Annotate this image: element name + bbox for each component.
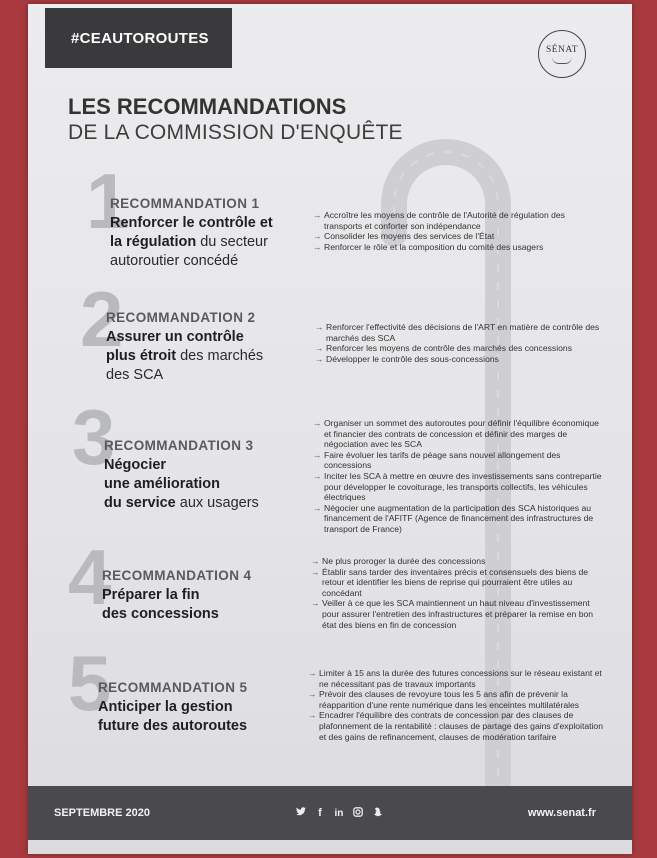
bullet-item: → Faire évoluer les tarifs de péage sans nouvel allongement des concessions: [313, 450, 608, 471]
bullet-item: → Accroître les moyens de contrôle de l'Autorité de régulation des transports et conforter son indépendance: [313, 210, 603, 231]
recommendation-title-line: [106, 366, 311, 385]
recommendation-bullets: [311, 556, 607, 630]
recommendation-label: RECOMMANDATION 5: [98, 680, 248, 695]
footer-date: SEPTEMBRE 2020: [54, 807, 150, 819]
recommendation-title-line: [104, 456, 309, 475]
linkedin-icon[interactable]: in: [334, 807, 344, 819]
recommendation-bullets: [313, 418, 608, 535]
recommendation-title-line: [110, 233, 315, 252]
recommendation-title: [102, 586, 307, 624]
social-icons: [296, 807, 382, 820]
bullet-item: → Renforcer les moyens de contrôle des marchés des concessions: [315, 343, 600, 354]
title-bold-segment: la régulation: [110, 234, 197, 250]
title-bold-segment: plus étroit: [106, 348, 177, 364]
title-bold-segment: Préparer la fin: [102, 587, 200, 603]
facebook-icon[interactable]: f: [318, 807, 322, 819]
bullet-item: → Négocier une augmentation de la participation des SCA historiques au financement de l'AFITF (Agence de financement des infrastructures de transport de France): [313, 503, 608, 535]
recommendation-title: [110, 214, 315, 271]
twitter-icon[interactable]: [296, 807, 306, 819]
bullet-item: → Limiter à 15 ans la durée des futures concessions sur le réseau existant et ne nécessitant pas de travaux importants: [308, 668, 608, 689]
flyer-sheet: [28, 4, 632, 854]
recommendation-number: 5: [68, 639, 112, 727]
title-bold-segment: future des autoroutes: [98, 718, 248, 734]
recommendation-number: 4: [68, 533, 112, 621]
title-bold-segment: Renforcer le contrôle et: [110, 215, 273, 231]
title-segment: aux usagers: [175, 495, 259, 511]
recommendation-number: 2: [80, 275, 124, 363]
recommendation-label: RECOMMANDATION 2: [106, 310, 256, 325]
title-segment: du secteur: [196, 234, 268, 250]
recommendation-title: [104, 456, 309, 513]
recommendation-label: RECOMMANDATION 3: [104, 438, 254, 453]
recommendation-title: [106, 328, 311, 385]
recommendation-label: RECOMMANDATION 4: [102, 568, 252, 583]
title-bold-segment: une amélioration: [104, 476, 221, 492]
bullet-item: → Organiser un sommet des autoroutes pour définir l'équilibre économique et financier des contrats de concession et définir des marges de négociation avec les SCA: [313, 418, 608, 450]
bullet-item: → Veiller à ce que les SCA maintiennent un haut niveau d'investissement pour assurer l'entretien des infrastructures et préparer la remise en bon état des biens en fin de concession: [311, 598, 607, 630]
recommendation-label: RECOMMANDATION 1: [110, 196, 260, 211]
bullet-item: → Renforcer le rôle et la composition du comité des usagers: [313, 242, 603, 253]
recommendation-bullets: [313, 210, 603, 252]
recommendation-title-line: [98, 698, 303, 717]
title-bold-segment: Négocier: [104, 457, 167, 473]
recommendation-number: 1: [86, 157, 130, 245]
recommendation-bullets: [315, 322, 600, 364]
footer-website[interactable]: www.senat.fr: [527, 807, 596, 819]
bullet-item: → Consolider les moyens des services de l'État: [313, 231, 603, 242]
hashtag-banner: #CEAUTOROUTES: [45, 8, 232, 68]
bullet-item: → Ne plus proroger la durée des concessions: [311, 556, 607, 567]
page-title: LES RECOMMANDATIONS: [68, 94, 347, 119]
recommendation-title-line: [104, 494, 309, 513]
senat-logo-arc: [552, 57, 572, 64]
recommendation-title-line: [102, 605, 307, 624]
footer-band: [28, 786, 632, 840]
recommendation-title-line: [106, 347, 311, 366]
title-bold-segment: des concessions: [102, 606, 219, 622]
bullet-item: → Prévoir des clauses de revoyure tous les 5 ans afin de prévenir la réapparition d'une rente numérique dans les enceintes multilatérales: [308, 689, 608, 710]
bullet-item: → Renforcer l'effectivité des décisions de l'ART en matière de contrôle des marchés des SCA: [315, 322, 600, 343]
bullet-item: → Inciter les SCA à mettre en œuvre des investissements sans contrepartie pour développer le covoiturage, les transports collectifs, les véhicules électriques: [313, 471, 608, 503]
page-subtitle: DE LA COMMISSION D'ENQUÊTE: [68, 121, 403, 144]
recommendation-title-line: [110, 214, 315, 233]
bullet-item: → Développer le contrôle des sous-concessions: [315, 354, 600, 365]
title-bold-segment: du service: [104, 495, 176, 511]
snapchat-icon[interactable]: [372, 807, 382, 820]
bullet-item: → Encadrer l'équilibre des contrats de concession par des clauses de plafonnement de la rentabilité : clauses de partage des gains d'exploitation et des gains de refinancement, clauses de modération tarifaire: [308, 710, 608, 742]
title-segment: autoroutier concédé: [110, 253, 239, 269]
recommendation-bullets: [308, 668, 608, 742]
senat-logo: [538, 30, 586, 78]
title-bold-segment: Assurer un contrôle: [106, 329, 244, 345]
recommendation-title-line: [102, 586, 307, 605]
senat-logo-text: SÉNAT: [545, 44, 579, 55]
recommendation-title: [98, 698, 303, 736]
recommendation-title-line: [106, 328, 311, 347]
recommendation-title-line: [98, 717, 303, 736]
recommendation-number: 3: [72, 393, 116, 481]
bullet-item: → Établir sans tarder des inventaires précis et consensuels des biens de retour et identifier les biens de reprise qui pourraient être utiles au concédant: [311, 567, 607, 599]
recommendation-title-line: [110, 252, 315, 271]
instagram-icon[interactable]: [353, 807, 363, 820]
title-segment: des marchés: [176, 348, 264, 364]
title-bold-segment: Anticiper la gestion: [98, 699, 233, 715]
title-segment: des SCA: [106, 367, 164, 383]
recommendation-title-line: [104, 475, 309, 494]
